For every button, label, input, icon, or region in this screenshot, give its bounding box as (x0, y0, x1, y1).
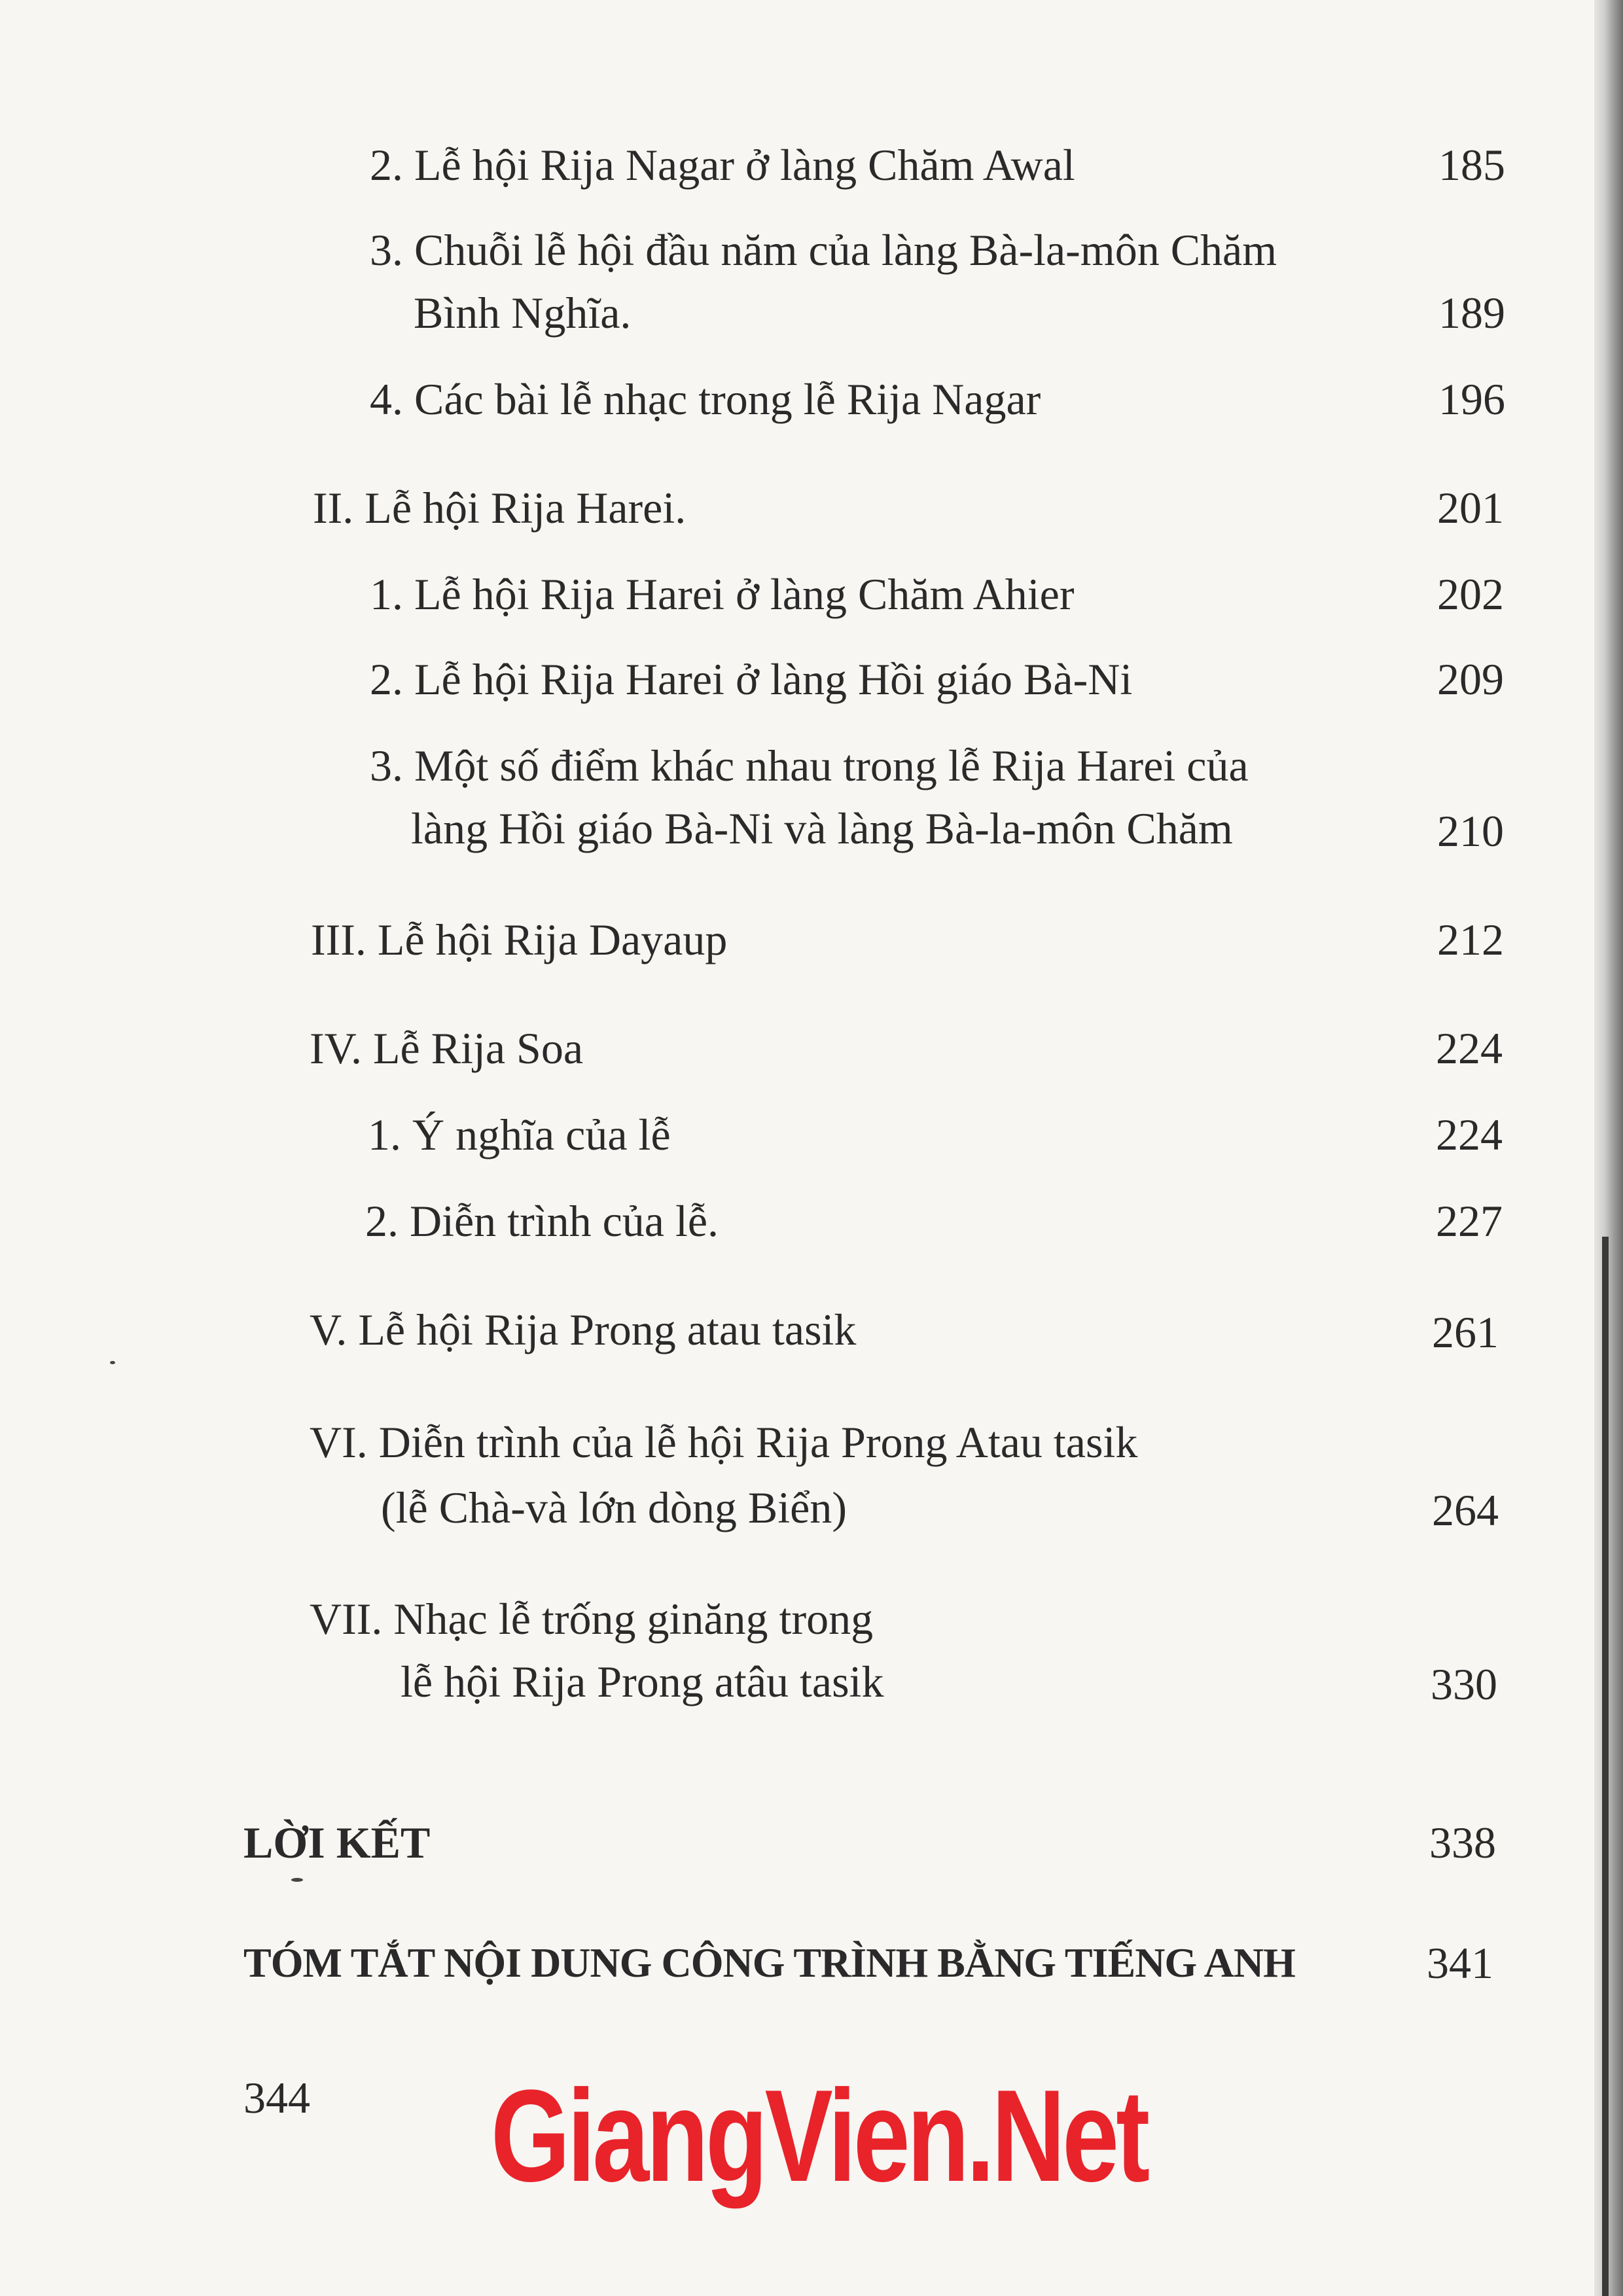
toc-page-number: 202 (1437, 569, 1504, 619)
toc-title-line: VI. Diễn trình của lễ hội Rija Prong Atau tasik (310, 1417, 1138, 1467)
toc-title-line: 4. Các bài lễ nhạc trong lễ Rija Nagar (370, 374, 1041, 424)
toc-title-line: Bình Nghĩa. (414, 288, 632, 338)
toc-page-number: 201 (1437, 483, 1504, 533)
scan-speck (110, 1361, 115, 1364)
toc-page-number: 261 (1432, 1307, 1499, 1357)
toc-title-line: làng Hồi giáo Bà-Ni và làng Bà-la-môn Chăm (411, 804, 1233, 853)
page-edge-binding (1602, 1237, 1609, 2296)
toc-page-number: 196 (1438, 374, 1505, 424)
toc-title-line: IV. Lễ Rija Soa (310, 1023, 584, 1073)
toc-page-number: 341 (1427, 1938, 1493, 1988)
toc-title-line: 1. Ý nghĩa của lễ (368, 1110, 671, 1159)
toc-page-number: 212 (1437, 915, 1504, 964)
toc-title-line: VII. Nhạc lễ trống ginăng trong (310, 1594, 874, 1644)
toc-title-line: (lễ Chà-và lớn dòng Biển) (381, 1483, 847, 1532)
toc-page-number: 227 (1436, 1196, 1503, 1246)
toc-title-line: 2. Lễ hội Rija Nagar ở làng Chăm Awal (370, 140, 1075, 190)
toc-title-line: V. Lễ hội Rija Prong atau tasik (310, 1305, 857, 1354)
watermark-logo: GiangVien.Net (491, 2063, 1147, 2209)
scan-speck (291, 1878, 303, 1882)
toc-title-line: II. Lễ hội Rija Harei. (313, 483, 687, 533)
toc-title-line: III. Lễ hội Rija Dayaup (311, 915, 728, 964)
toc-page-number: 224 (1436, 1023, 1503, 1073)
toc-title-line: 1. Lễ hội Rija Harei ở làng Chăm Ahier (370, 569, 1075, 619)
toc-title-line: 2. Lễ hội Rija Harei ở làng Hồi giáo Bà-Ni (370, 654, 1133, 704)
toc-title-line: LỜI KẾT (243, 1818, 431, 1867)
toc-page-number: 185 (1438, 140, 1505, 190)
toc-title-line: 3. Chuỗi lễ hội đầu năm của làng Bà-la-môn Chăm (370, 225, 1277, 275)
page-edge-shadow (1594, 0, 1623, 2296)
toc-page-number: 264 (1432, 1485, 1499, 1535)
toc-page-number: 330 (1431, 1659, 1497, 1709)
page-number: 344 (243, 2073, 310, 2123)
toc-title-line: 3. Một số điểm khác nhau trong lễ Rija Harei của (370, 741, 1249, 790)
toc-title-line: 2. Diễn trình của lễ. (365, 1196, 719, 1246)
toc-page-number: 209 (1437, 654, 1504, 704)
toc-page-number: 210 (1437, 806, 1504, 856)
toc-title-line: TÓM TẮT NỘI DUNG CÔNG TRÌNH BẰNG TIẾNG ANH (243, 1939, 1295, 1986)
toc-page-number: 224 (1436, 1110, 1503, 1159)
toc-page-number: 338 (1429, 1818, 1496, 1867)
toc-title-line: lễ hội Rija Prong atâu tasik (401, 1657, 884, 1706)
toc-page-number: 189 (1438, 288, 1505, 338)
